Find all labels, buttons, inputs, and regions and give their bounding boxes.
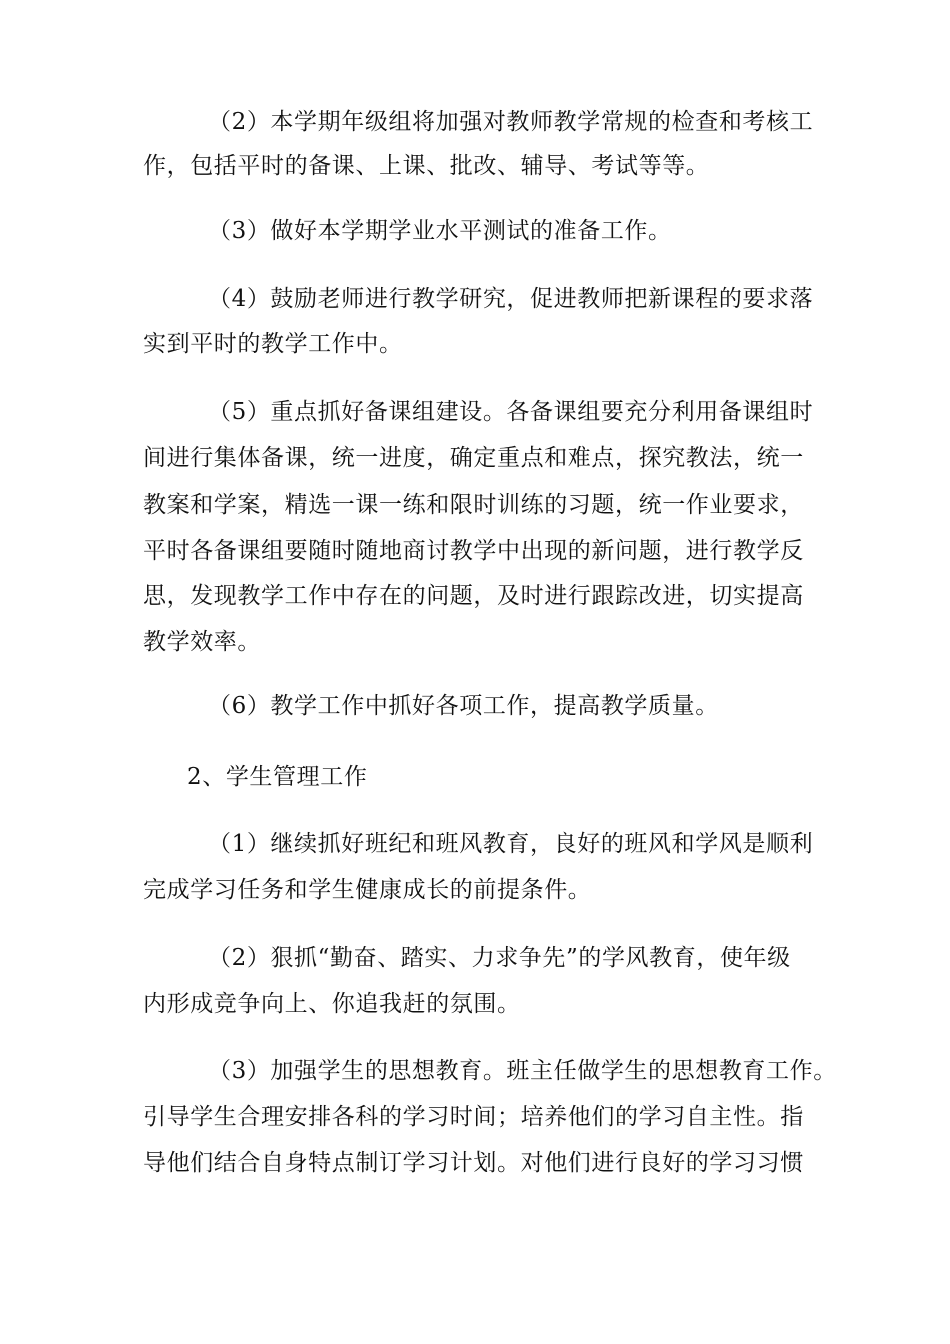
- paragraph-line: 教案和学案，精选一课一练和限时训练的习题，统一作业要求，: [143, 492, 804, 518]
- paragraph-line: 间进行集体备课，统一进度，确定重点和难点，探究教法，统一: [143, 445, 804, 471]
- paragraph-line: 实到平时的教学工作中。: [143, 331, 403, 357]
- paragraph-line: （3）加强学生的思想教育。班主任做学生的思想教育工作。: [208, 1058, 837, 1084]
- paragraph-line: 完成学习任务和学生健康成长的前提条件。: [143, 877, 592, 903]
- paragraph-line: （2）狠抓“勤奋、踏实、力求争先”的学风教育，使年级: [208, 945, 791, 971]
- paragraph-line: 平时各备课组要随时随地商讨教学中出现的新问题，进行教学反: [143, 538, 804, 564]
- paragraph-line: 教学效率。: [143, 629, 261, 655]
- paragraph-line: （3）做好本学期学业水平测试的准备工作。: [208, 218, 672, 244]
- paragraph-line: 内形成竞争向上、你追我赶的氛围。: [143, 991, 521, 1017]
- paragraph-line: （4）鼓励老师进行教学研究，促进教师把新课程的要求落: [208, 286, 814, 312]
- paragraph-line: （6）教学工作中抓好各项工作，提高教学质量。: [208, 693, 719, 719]
- paragraph-line: （1）继续抓好班纪和班风教育，良好的班风和学风是顺利: [208, 831, 814, 857]
- paragraph-line: 引导学生合理安排各科的学习时间；培养他们的学习自主性。指: [143, 1104, 804, 1130]
- paragraph-line: （2）本学期年级组将加强对教师教学常规的检查和考核工: [208, 109, 814, 135]
- paragraph-line: 思，发现教学工作中存在的问题，及时进行跟踪改进，切实提高: [143, 583, 804, 609]
- section-heading: 2、学生管理工作: [187, 764, 368, 790]
- paragraph-line: 导他们结合自身特点制订学习计划。对他们进行良好的学习习惯: [143, 1150, 804, 1176]
- paragraph-line: 作，包括平时的备课、上课、批改、辅导、考试等等。: [143, 153, 710, 179]
- paragraph-line: （5）重点抓好备课组建设。各备课组要充分利用备课组时: [208, 399, 814, 425]
